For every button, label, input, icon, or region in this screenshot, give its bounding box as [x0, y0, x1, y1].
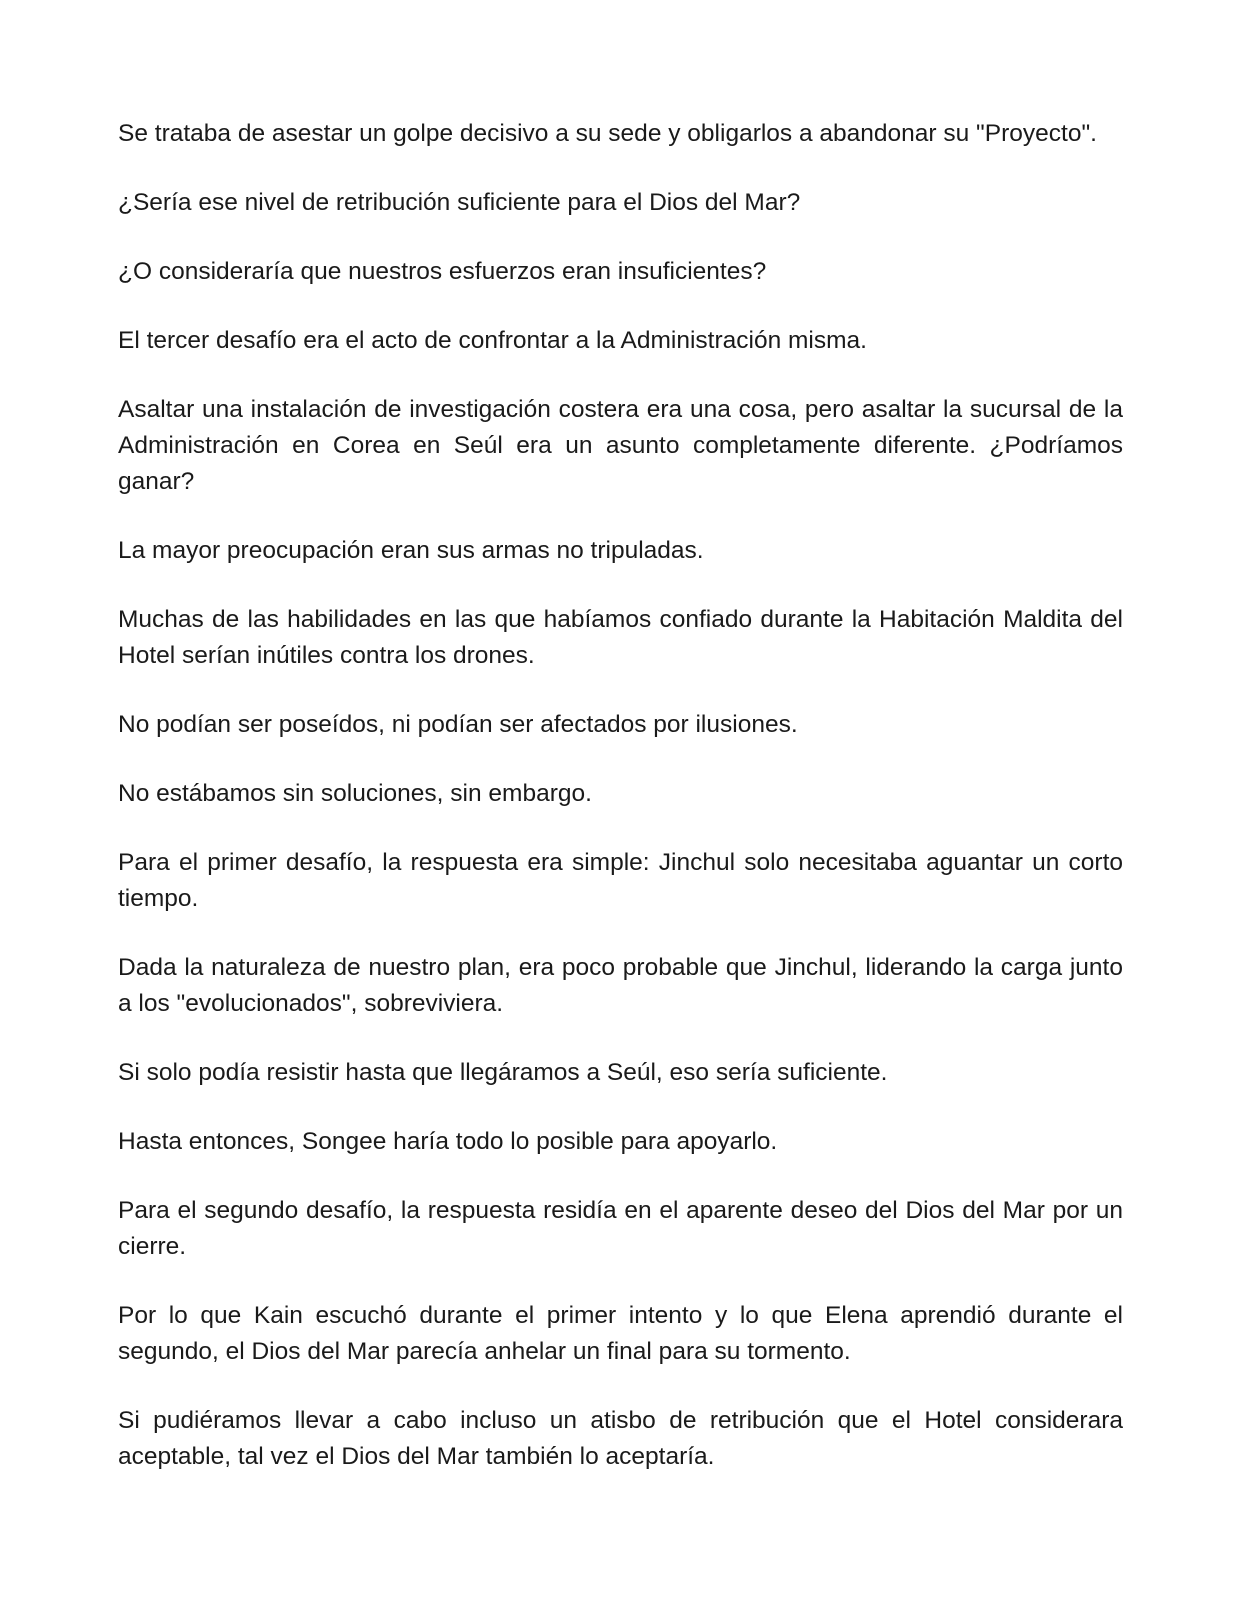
paragraph-1: Se trataba de asestar un golpe decisivo a su sede y obligarlos a abandonar su "Proyecto".	[118, 120, 1097, 147]
paragraph-13: Hasta entonces, Songee haría todo lo posible para apoyarlo.	[118, 1128, 778, 1155]
paragraph-14: Para el segundo desafío, la respuesta residía en el aparente deseo del Dios del Mar por un cierre.	[118, 1197, 1123, 1260]
paragraph-10: Para el primer desafío, la respuesta era simple: Jinchul solo necesitaba aguantar un corto tiempo.	[118, 849, 1123, 912]
paragraph-16: Si pudiéramos llevar a cabo incluso un atisbo de retribución que el Hotel considerara aceptable, tal vez el Dios del Mar también lo aceptaría.	[118, 1407, 1123, 1470]
paragraph-8: No podían ser poseídos, ni podían ser afectados por ilusiones.	[118, 711, 798, 738]
paragraph-3: ¿O consideraría que nuestros esfuerzos eran insuficientes?	[118, 258, 767, 285]
paragraph-6: La mayor preocupación eran sus armas no tripuladas.	[118, 537, 704, 564]
paragraph-5: Asaltar una instalación de investigación costera era una cosa, pero asaltar la sucursal de la Administración en Corea en Seúl era un asunto completamente diferente. ¿Podríamos ganar?	[118, 396, 1123, 495]
paragraph-7: Muchas de las habilidades en las que habíamos confiado durante la Habitación Maldita del Hotel serían inútiles contra los drones.	[118, 606, 1123, 669]
paragraph-12: Si solo podía resistir hasta que llegáramos a Seúl, eso sería suficiente.	[118, 1059, 888, 1086]
paragraph-9: No estábamos sin soluciones, sin embargo.	[118, 780, 592, 807]
paragraph-15: Por lo que Kain escuchó durante el primer intento y lo que Elena aprendió durante el segundo, el Dios del Mar parecía anhelar un final para su tormento.	[118, 1302, 1123, 1365]
paragraph-11: Dada la naturaleza de nuestro plan, era poco probable que Jinchul, liderando la carga junto a los "evolucionados", sobreviviera.	[118, 954, 1123, 1017]
paragraph-4: El tercer desafío era el acto de confrontar a la Administración misma.	[118, 327, 867, 354]
document-page	[118, 116, 1123, 1475]
paragraph-2: ¿Sería ese nivel de retribución suficiente para el Dios del Mar?	[118, 189, 801, 216]
